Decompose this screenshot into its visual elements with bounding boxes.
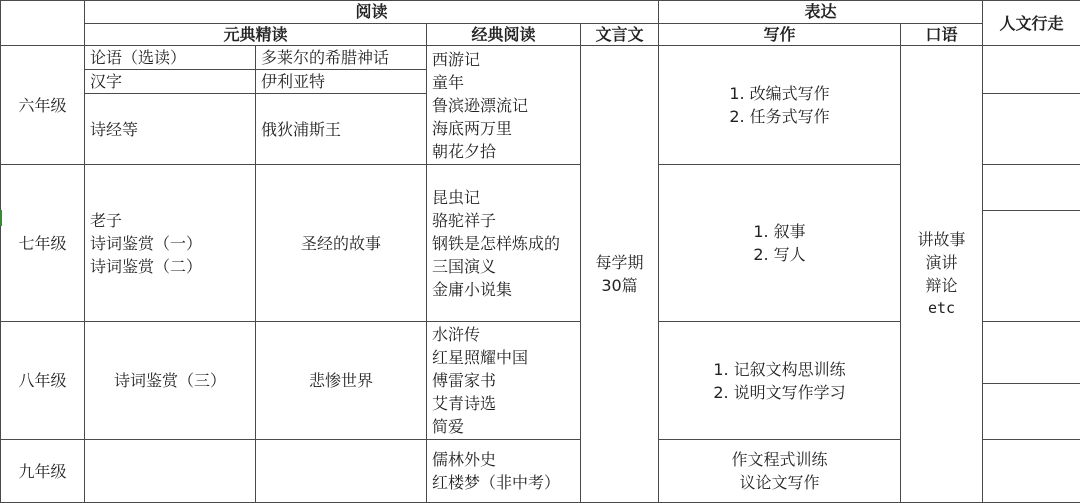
book-item: 红楼梦（非中考）	[432, 473, 561, 492]
book-item: 鲁滨逊漂流记	[432, 95, 529, 115]
book-item: 儒林外史	[432, 450, 497, 469]
writing-item: 议论文写作	[739, 473, 820, 492]
g6-classic-left-2: 汉字	[85, 70, 256, 94]
g8-classic-reading	[427, 322, 581, 440]
book-item: 三国演义	[432, 256, 497, 276]
g6-classic-right-3: 俄狄浦斯王	[256, 94, 427, 165]
g6-classic-reading	[427, 46, 581, 165]
oral-item: 演讲	[925, 253, 958, 272]
book-item: 金庸小说集	[432, 279, 513, 299]
book-item: 骆驼祥子	[432, 210, 497, 230]
oral-item: 讲故事	[917, 230, 966, 249]
book-item: 昆虫记	[432, 187, 481, 207]
g9-writing	[659, 440, 901, 503]
humanities-cell-2	[983, 94, 1080, 165]
oral-header: 口语	[901, 24, 983, 46]
g6-classic-left-3: 诗经等	[85, 94, 256, 165]
classical-chinese-cell	[581, 46, 659, 503]
g9-classic-right	[256, 440, 427, 503]
humanities-cell-5	[983, 322, 1080, 384]
writing-item: 2. 写人	[753, 245, 806, 264]
humanities-header: 人文行走	[983, 1, 1080, 46]
writing-item: 2. 任务式写作	[729, 107, 830, 126]
classical-chinese-count: 30篇	[601, 276, 638, 295]
expression-header: 表达	[659, 1, 983, 24]
humanities-cell-6	[983, 384, 1080, 440]
g9-classic-left	[85, 440, 256, 503]
book-item: 艾青诗选	[432, 394, 497, 413]
book-item: 海底两万里	[432, 118, 513, 138]
classical-chinese-frequency: 每学期	[595, 253, 644, 272]
book-item: 红星照耀中国	[432, 348, 529, 367]
classic-intensive-header: 元典精读	[85, 24, 427, 46]
writing-item: 1. 记叙文构思训练	[713, 359, 846, 379]
g6-classic-right-1: 多莱尔的希腊神话	[256, 46, 427, 70]
book-item: 童年	[432, 72, 465, 92]
oral-item: etc	[927, 299, 956, 317]
corner-cell	[1, 1, 85, 46]
reading-header: 阅读	[85, 1, 659, 24]
humanities-cell-3	[983, 165, 1080, 211]
humanities-cell-1	[983, 46, 1080, 94]
writing-item: 1. 改编式写作	[729, 84, 830, 103]
grade-9-label: 九年级	[1, 440, 85, 503]
grade-7-label: 七年级	[1, 165, 85, 322]
g6-writing	[659, 46, 901, 165]
book-item: 傅雷家书	[432, 371, 497, 390]
humanities-cell-4	[983, 211, 1080, 322]
book-item: 朝花夕拾	[432, 141, 497, 161]
grade-6-label: 六年级	[1, 46, 85, 165]
writing-item: 作文程式训练	[731, 450, 828, 469]
book-item: 钢铁是怎样炼成的	[432, 233, 561, 253]
g7-classic-reading	[427, 165, 581, 322]
grade-8-label: 八年级	[1, 322, 85, 440]
g6-classic-left-1: 论语（选读）	[85, 46, 256, 70]
g8-classic-right: 悲惨世界	[256, 322, 427, 440]
g7-writing	[659, 165, 901, 322]
g7-classic-right: 圣经的故事	[256, 165, 427, 322]
writing-item: 2. 说明文写作学习	[713, 382, 846, 402]
g9-classic-reading	[427, 440, 581, 503]
book-item: 水浒传	[432, 325, 481, 344]
g6-classic-right-2: 伊利亚特	[256, 70, 427, 94]
writing-item: 1. 叙事	[753, 222, 806, 241]
g8-writing	[659, 322, 901, 440]
oral-cell	[901, 46, 983, 503]
cell-marker	[0, 210, 2, 226]
g8-classic-left: 诗词鉴赏（三）	[85, 322, 256, 440]
classic-item: 老子	[90, 210, 123, 230]
g7-classic-left	[85, 165, 256, 322]
book-item: 西游记	[432, 49, 481, 69]
classical-chinese-header: 文言文	[581, 24, 659, 46]
oral-item: 辩论	[925, 276, 958, 295]
classic-reading-header: 经典阅读	[427, 24, 581, 46]
humanities-cell-7	[983, 440, 1080, 503]
book-item: 简爱	[432, 417, 465, 436]
writing-header: 写作	[659, 24, 901, 46]
classic-item: 诗词鉴赏（二）	[90, 256, 203, 276]
classic-item: 诗词鉴赏（一）	[90, 233, 203, 253]
